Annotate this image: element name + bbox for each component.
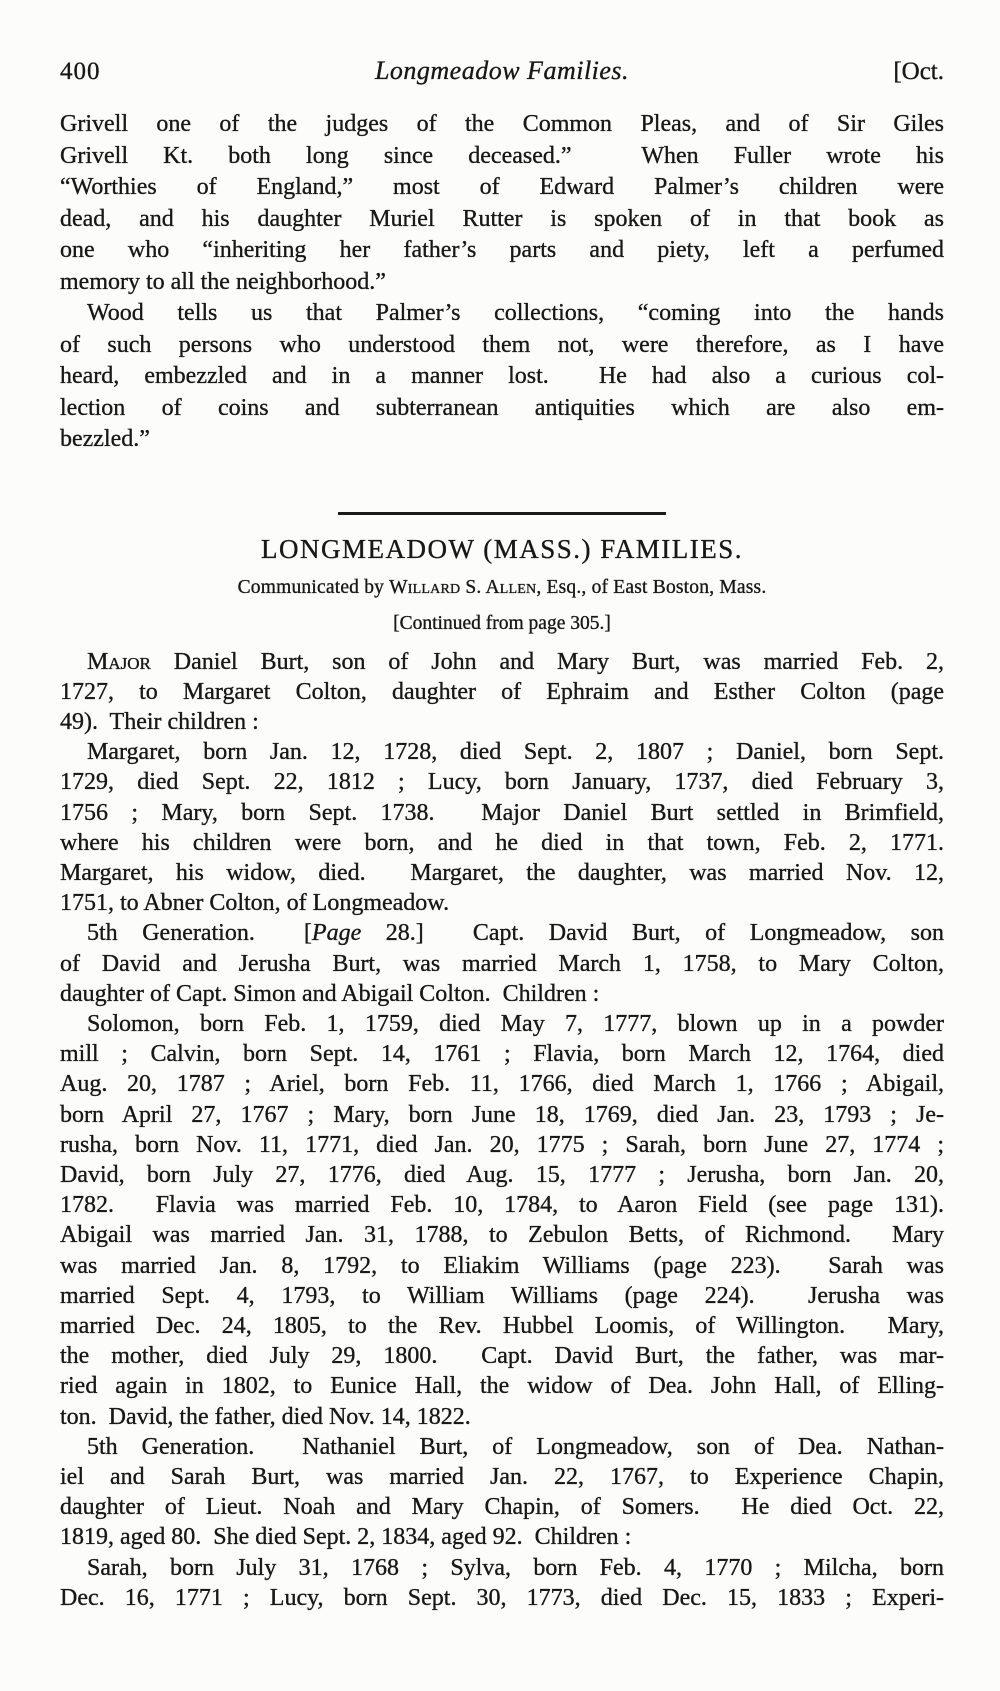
text-line: ton. David, the father, died Nov. 14, 1822. [60, 1403, 471, 1430]
intro-text [60, 109, 944, 456]
italic-word: Page [311, 920, 362, 947]
byline [60, 577, 944, 599]
text-line: bezzled.” [60, 426, 150, 452]
text-line: 5th Generation. Nathaniel Burt, of Longmeadow, son of Dea. Nathan- [87, 1433, 944, 1460]
continued-note: [Continued from page 305.] [393, 612, 611, 634]
paragraph-capt-david-burt [60, 918, 944, 1009]
page-number: 400 [60, 58, 101, 85]
text-line: heard, embezzled and in a manner lost. He had also a curious col- [60, 363, 944, 389]
text-line: rusha, born Nov. 11, 1771, died Jan. 20, 1775 ; Sarah, born June 27, 1774 ; [60, 1131, 944, 1158]
text-line: ried again in 1802, to Eunice Hall, the widow of Dea. John Hall, of Elling- [60, 1373, 944, 1400]
paragraph-grivell [60, 109, 944, 298]
text-line: Dec. 16, 1771 ; Lucy, born Sept. 30, 1773, died Dec. 15, 1833 ; Experi- [60, 1584, 944, 1611]
text-line: of such persons who understood them not, were therefore, as I have [60, 331, 944, 358]
section-title: LONGMEADOW (MASS.) FAMILIES. [260, 533, 743, 564]
text-line: lection of coins and subterranean antiquities which are also em- [60, 394, 944, 421]
text-line: was married Jan. 8, 1792, to Eliakim Williams (page 223). Sarah was [60, 1252, 944, 1279]
text-line: Sarah, born July 31, 1768 ; Sylva, born Feb. 4, 1770 ; Milcha, born [87, 1554, 944, 1581]
page-header [60, 56, 944, 86]
genealogy-text [60, 647, 944, 1614]
text-line: Aug. 20, 1787 ; Ariel, born Feb. 11, 1766, died March 1, 1766 ; Abigail, [60, 1071, 944, 1098]
text-line: Grivell Kt. both long since deceased.” When Fuller wrote his [60, 142, 944, 169]
text-line: Solomon, born Feb. 1, 1759, died May 7, 1777, blown up in a powder [87, 1010, 944, 1037]
text-line: Wood tells us that Palmer’s collections, “coming into the hands [87, 300, 944, 326]
text-line: Margaret, born Jan. 12, 1728, died Sept. 2, 1807 ; Daniel, born Sept. [87, 739, 944, 766]
text-line: 49). Their children : [60, 708, 259, 735]
text-line: 1819, aged 80. She died Sept. 2, 1834, aged 92. Children : [60, 1524, 632, 1551]
smallcaps-word: Major [87, 648, 151, 675]
text-line: married Dec. 24, 1805, to the Rev. Hubbel Loomis, of Willington. Mary, [60, 1312, 944, 1339]
text-line: married Sept. 4, 1793, to William Williams (page 224). Jerusha was [60, 1282, 944, 1309]
text-line: Major Daniel Burt, son of John and Mary Burt, was married Feb. 2, [87, 648, 944, 675]
text-line: dead, and his daughter Muriel Rutter is spoken of in that book as [60, 205, 944, 232]
text-line: Margaret, his widow, died. Margaret, the daughter, was married Nov. 12, [60, 859, 944, 886]
paragraph-major-daniel-burt [60, 647, 944, 738]
section-divider [338, 512, 666, 515]
text-line: Abigail was married Jan. 31, 1788, to Zebulon Betts, of Richmond. Mary [60, 1222, 944, 1249]
text-line: 5th Generation. [Page 28.] Capt. David Burt, of Longmeadow, son [87, 920, 944, 947]
text-line: the mother, died July 29, 1800. Capt. David Burt, the father, was mar- [60, 1343, 944, 1370]
paragraph-nathaniel-burt [60, 1432, 944, 1553]
text-line: Grivell one of the judges of the Common Pleas, and of Sir Giles [60, 111, 944, 137]
paragraph-major-children [60, 737, 944, 918]
text-line: 1727, to Margaret Colton, daughter of Ephraim and Esther Colton (page [60, 678, 944, 705]
running-title: Longmeadow Families. [374, 56, 630, 85]
byline-author: Willard S. Allen [389, 576, 537, 598]
issue-label: [Oct. [893, 58, 944, 85]
text-line: daughter of Lieut. Noah and Mary Chapin, of Somers. He died Oct. 22, [60, 1494, 944, 1521]
text-line: daughter of Capt. Simon and Abigail Colton. Children : [60, 980, 600, 1007]
paragraph-david-children [60, 1009, 944, 1432]
text-line: 1782. Flavia was married Feb. 10, 1784, to Aaron Field (see page 131). [60, 1192, 944, 1219]
text-line: 1756 ; Mary, born Sept. 1738. Major Daniel Burt settled in Brimfield, [60, 799, 944, 826]
paragraph-nathaniel-children [60, 1553, 944, 1613]
byline-suffix: , Esq., of East Boston, Mass. [536, 576, 767, 598]
paragraph-wood [60, 298, 944, 456]
text-line: “Worthies of England,” most of Edward Palmer’s children were [60, 174, 944, 200]
text-line: memory to all the neighborhood.” [60, 268, 386, 295]
byline-prefix: Communicated by [237, 576, 390, 598]
text-line: born April 27, 1767 ; Mary, born June 18, 1769, died Jan. 23, 1793 ; Je- [60, 1101, 944, 1128]
text-line: David, born July 27, 1776, died Aug. 15, 1777 ; Jerusha, born Jan. 20, [60, 1161, 944, 1188]
text-line: of David and Jerusha Burt, was married March 1, 1758, to Mary Colton, [60, 950, 944, 977]
text-line: mill ; Calvin, born Sept. 14, 1761 ; Flavia, born March 12, 1764, died [60, 1041, 944, 1068]
text-line: 1729, died Sept. 22, 1812 ; Lucy, born January, 1737, died February 3, [60, 769, 944, 796]
text-line: iel and Sarah Burt, was married Jan. 22, 1767, to Experience Chapin, [60, 1463, 944, 1490]
text-line: where his children were born, and he died in that town, Feb. 2, 1771. [60, 829, 944, 856]
text-line: one who “inheriting her father’s parts and piety, left a perfumed [60, 237, 944, 263]
text-line: 1751, to Abner Colton, of Longmeadow. [60, 890, 450, 917]
